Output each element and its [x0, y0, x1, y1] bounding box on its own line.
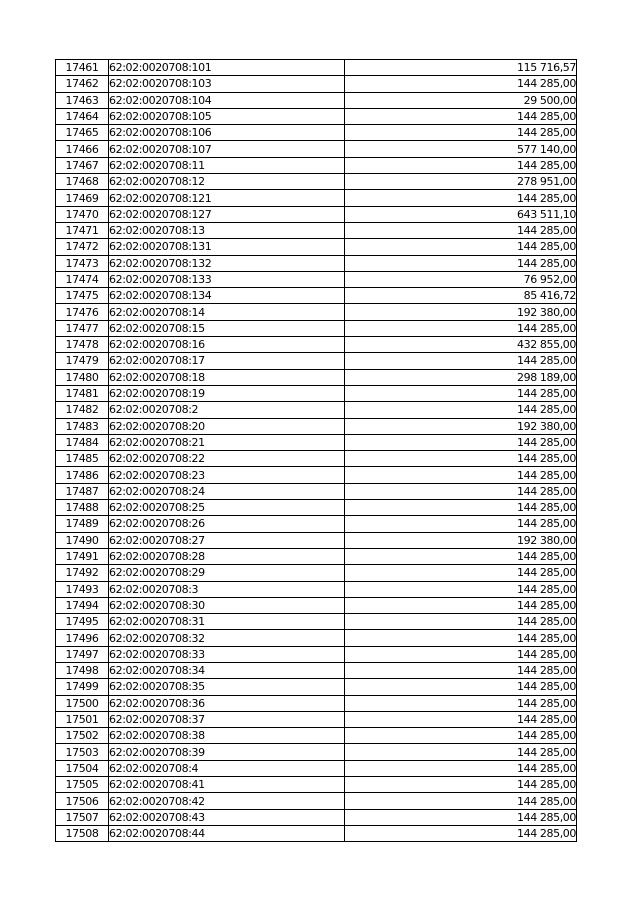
row-number-cell: 17504: [56, 760, 109, 776]
cadastral-number-cell: 62:02:0020708:43: [109, 809, 345, 825]
row-number-cell: 17506: [56, 793, 109, 809]
cadastral-number-cell: 62:02:0020708:104: [109, 92, 345, 108]
amount-cell: 144 285,00: [345, 483, 577, 499]
table-row: [56, 337, 577, 353]
amount-cell: 144 285,00: [345, 451, 577, 467]
amount-cell: 144 285,00: [345, 516, 577, 532]
row-number-cell: 17483: [56, 418, 109, 434]
amount-cell: 144 285,00: [345, 597, 577, 613]
row-number-cell: 17485: [56, 451, 109, 467]
row-number-cell: 17462: [56, 76, 109, 92]
cadastral-number-cell: 62:02:0020708:3: [109, 581, 345, 597]
row-number-cell: 17464: [56, 108, 109, 124]
table-row: [56, 451, 577, 467]
row-number-cell: 17503: [56, 744, 109, 760]
amount-cell: 432 855,00: [345, 337, 577, 353]
amount-cell: 192 380,00: [345, 418, 577, 434]
row-number-cell: 17465: [56, 125, 109, 141]
row-number-cell: 17487: [56, 483, 109, 499]
amount-cell: 577 140,00: [345, 141, 577, 157]
amount-cell: 144 285,00: [345, 809, 577, 825]
cadastral-number-cell: 62:02:0020708:29: [109, 565, 345, 581]
table-row: [56, 320, 577, 336]
table-row: [56, 646, 577, 662]
table-row: [56, 434, 577, 450]
row-number-cell: 17505: [56, 777, 109, 793]
cadastral-number-cell: 62:02:0020708:39: [109, 744, 345, 760]
row-number-cell: 17484: [56, 434, 109, 450]
cadastral-number-cell: 62:02:0020708:25: [109, 500, 345, 516]
cadastral-number-cell: 62:02:0020708:22: [109, 451, 345, 467]
row-number-cell: 17482: [56, 402, 109, 418]
amount-cell: 144 285,00: [345, 646, 577, 662]
row-number-cell: 17470: [56, 206, 109, 222]
cadastral-number-cell: 62:02:0020708:134: [109, 288, 345, 304]
cadastral-number-cell: 62:02:0020708:36: [109, 695, 345, 711]
row-number-cell: 17489: [56, 516, 109, 532]
row-number-cell: 17502: [56, 728, 109, 744]
row-number-cell: 17493: [56, 581, 109, 597]
amount-cell: 144 285,00: [345, 320, 577, 336]
amount-cell: 278 951,00: [345, 174, 577, 190]
cadastral-number-cell: 62:02:0020708:18: [109, 369, 345, 385]
document-page: [55, 59, 577, 842]
table-row: [56, 108, 577, 124]
row-number-cell: 17490: [56, 532, 109, 548]
table-row: [56, 744, 577, 760]
cadastral-number-cell: 62:02:0020708:38: [109, 728, 345, 744]
cadastral-number-cell: 62:02:0020708:23: [109, 467, 345, 483]
amount-cell: 298 189,00: [345, 369, 577, 385]
cadastral-number-cell: 62:02:0020708:132: [109, 255, 345, 271]
cadastral-number-cell: 62:02:0020708:41: [109, 777, 345, 793]
row-number-cell: 17479: [56, 353, 109, 369]
amount-cell: 144 285,00: [345, 239, 577, 255]
row-number-cell: 17467: [56, 157, 109, 173]
row-number-cell: 17500: [56, 695, 109, 711]
cadastral-number-cell: 62:02:0020708:12: [109, 174, 345, 190]
table-row: [56, 793, 577, 809]
cadastral-number-cell: 62:02:0020708:106: [109, 125, 345, 141]
row-number-cell: 17471: [56, 222, 109, 238]
table-row: [56, 304, 577, 320]
table-row: [56, 92, 577, 108]
row-number-cell: 17468: [56, 174, 109, 190]
cadastral-number-cell: 62:02:0020708:133: [109, 271, 345, 287]
table-row: [56, 239, 577, 255]
cadastral-number-cell: 62:02:0020708:32: [109, 630, 345, 646]
table-row: [56, 500, 577, 516]
row-number-cell: 17492: [56, 565, 109, 581]
row-number-cell: 17507: [56, 809, 109, 825]
amount-cell: 144 285,00: [345, 760, 577, 776]
row-number-cell: 17473: [56, 255, 109, 271]
row-number-cell: 17488: [56, 500, 109, 516]
row-number-cell: 17469: [56, 190, 109, 206]
amount-cell: 144 285,00: [345, 695, 577, 711]
amount-cell: 144 285,00: [345, 353, 577, 369]
table-row: [56, 76, 577, 92]
cadastral-number-cell: 62:02:0020708:103: [109, 76, 345, 92]
cadastral-number-cell: 62:02:0020708:26: [109, 516, 345, 532]
amount-cell: 144 285,00: [345, 793, 577, 809]
cadastral-number-cell: 62:02:0020708:17: [109, 353, 345, 369]
table-row: [56, 385, 577, 401]
table-row: [56, 777, 577, 793]
table-row: [56, 597, 577, 613]
cadastral-number-cell: 62:02:0020708:37: [109, 711, 345, 727]
row-number-cell: 17477: [56, 320, 109, 336]
row-number-cell: 17480: [56, 369, 109, 385]
amount-cell: 144 285,00: [345, 157, 577, 173]
cadastral-number-cell: 62:02:0020708:2: [109, 402, 345, 418]
cadastral-number-cell: 62:02:0020708:30: [109, 597, 345, 613]
table-row: [56, 467, 577, 483]
table-row: [56, 157, 577, 173]
table-row: [56, 190, 577, 206]
row-number-cell: 17472: [56, 239, 109, 255]
table-row: [56, 695, 577, 711]
row-number-cell: 17496: [56, 630, 109, 646]
row-number-cell: 17498: [56, 662, 109, 678]
cadastral-number-cell: 62:02:0020708:15: [109, 320, 345, 336]
amount-cell: 643 511,10: [345, 206, 577, 222]
table-row: [56, 222, 577, 238]
row-number-cell: 17508: [56, 825, 109, 841]
table-body: [56, 60, 577, 842]
table-row: [56, 728, 577, 744]
row-number-cell: 17463: [56, 92, 109, 108]
cadastral-number-cell: 62:02:0020708:14: [109, 304, 345, 320]
table-row: [56, 679, 577, 695]
amount-cell: 144 285,00: [345, 777, 577, 793]
cadastral-number-cell: 62:02:0020708:21: [109, 434, 345, 450]
row-number-cell: 17495: [56, 614, 109, 630]
amount-cell: 144 285,00: [345, 548, 577, 564]
table-row: [56, 809, 577, 825]
cadastral-number-cell: 62:02:0020708:44: [109, 825, 345, 841]
cadastral-number-cell: 62:02:0020708:4: [109, 760, 345, 776]
amount-cell: 144 285,00: [345, 744, 577, 760]
row-number-cell: 17486: [56, 467, 109, 483]
amount-cell: 144 285,00: [345, 76, 577, 92]
row-number-cell: 17474: [56, 271, 109, 287]
cadastral-number-cell: 62:02:0020708:131: [109, 239, 345, 255]
table-row: [56, 516, 577, 532]
cadastral-number-cell: 62:02:0020708:11: [109, 157, 345, 173]
table-row: [56, 483, 577, 499]
table-row: [56, 271, 577, 287]
table-row: [56, 760, 577, 776]
cadastral-number-cell: 62:02:0020708:19: [109, 385, 345, 401]
amount-cell: 144 285,00: [345, 255, 577, 271]
table-row: [56, 418, 577, 434]
cadastral-number-cell: 62:02:0020708:24: [109, 483, 345, 499]
cadastral-number-cell: 62:02:0020708:42: [109, 793, 345, 809]
amount-cell: 144 285,00: [345, 108, 577, 124]
amount-cell: 115 716,57: [345, 60, 577, 76]
amount-cell: 85 416,72: [345, 288, 577, 304]
row-number-cell: 17461: [56, 60, 109, 76]
cadastral-number-cell: 62:02:0020708:34: [109, 662, 345, 678]
cadastral-number-cell: 62:02:0020708:31: [109, 614, 345, 630]
cadastral-number-cell: 62:02:0020708:121: [109, 190, 345, 206]
row-number-cell: 17481: [56, 385, 109, 401]
amount-cell: 144 285,00: [345, 662, 577, 678]
amount-cell: 144 285,00: [345, 434, 577, 450]
table-row: [56, 548, 577, 564]
amount-cell: 144 285,00: [345, 614, 577, 630]
table-row: [56, 630, 577, 646]
amount-cell: 144 285,00: [345, 125, 577, 141]
amount-cell: 29 500,00: [345, 92, 577, 108]
cadastral-number-cell: 62:02:0020708:33: [109, 646, 345, 662]
table-row: [56, 402, 577, 418]
table-row: [56, 206, 577, 222]
amount-cell: 144 285,00: [345, 679, 577, 695]
cadastral-value-table: [55, 59, 577, 842]
table-row: [56, 825, 577, 841]
amount-cell: 144 285,00: [345, 630, 577, 646]
row-number-cell: 17499: [56, 679, 109, 695]
cadastral-number-cell: 62:02:0020708:20: [109, 418, 345, 434]
table-row: [56, 288, 577, 304]
table-row: [56, 60, 577, 76]
amount-cell: 144 285,00: [345, 728, 577, 744]
row-number-cell: 17494: [56, 597, 109, 613]
row-number-cell: 17501: [56, 711, 109, 727]
amount-cell: 144 285,00: [345, 385, 577, 401]
cadastral-number-cell: 62:02:0020708:27: [109, 532, 345, 548]
table-row: [56, 353, 577, 369]
table-row: [56, 532, 577, 548]
row-number-cell: 17491: [56, 548, 109, 564]
row-number-cell: 17476: [56, 304, 109, 320]
table-row: [56, 141, 577, 157]
amount-cell: 144 285,00: [345, 581, 577, 597]
row-number-cell: 17497: [56, 646, 109, 662]
table-row: [56, 711, 577, 727]
cadastral-number-cell: 62:02:0020708:35: [109, 679, 345, 695]
amount-cell: 144 285,00: [345, 825, 577, 841]
row-number-cell: 17466: [56, 141, 109, 157]
table-row: [56, 662, 577, 678]
cadastral-number-cell: 62:02:0020708:13: [109, 222, 345, 238]
cadastral-number-cell: 62:02:0020708:105: [109, 108, 345, 124]
table-row: [56, 581, 577, 597]
table-row: [56, 174, 577, 190]
row-number-cell: 17478: [56, 337, 109, 353]
table-row: [56, 125, 577, 141]
table-row: [56, 369, 577, 385]
cadastral-number-cell: 62:02:0020708:28: [109, 548, 345, 564]
table-row: [56, 614, 577, 630]
table-row: [56, 255, 577, 271]
amount-cell: 144 285,00: [345, 711, 577, 727]
amount-cell: 192 380,00: [345, 304, 577, 320]
amount-cell: 144 285,00: [345, 467, 577, 483]
cadastral-number-cell: 62:02:0020708:101: [109, 60, 345, 76]
amount-cell: 144 285,00: [345, 402, 577, 418]
cadastral-number-cell: 62:02:0020708:127: [109, 206, 345, 222]
amount-cell: 76 952,00: [345, 271, 577, 287]
table-row: [56, 565, 577, 581]
amount-cell: 144 285,00: [345, 222, 577, 238]
amount-cell: 144 285,00: [345, 565, 577, 581]
amount-cell: 144 285,00: [345, 190, 577, 206]
cadastral-number-cell: 62:02:0020708:107: [109, 141, 345, 157]
cadastral-number-cell: 62:02:0020708:16: [109, 337, 345, 353]
amount-cell: 192 380,00: [345, 532, 577, 548]
amount-cell: 144 285,00: [345, 500, 577, 516]
row-number-cell: 17475: [56, 288, 109, 304]
